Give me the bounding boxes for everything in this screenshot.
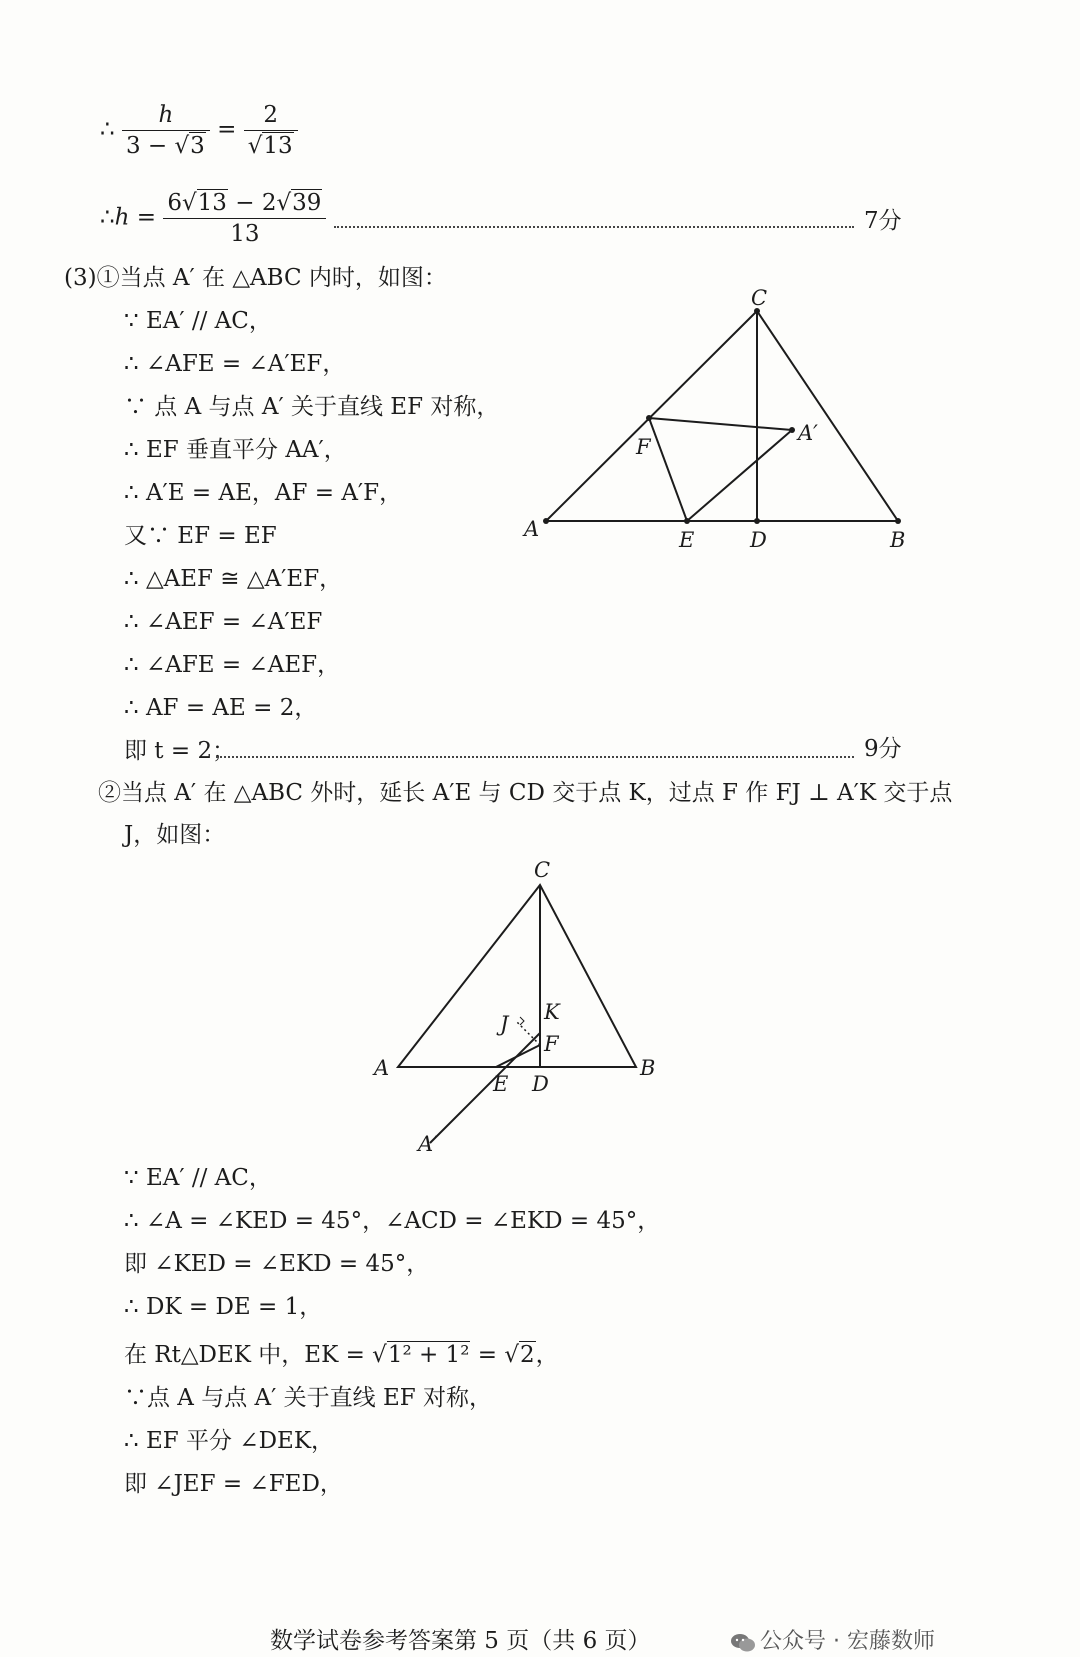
radicand: 3 (190, 133, 205, 159)
radicand: 1² + 1² (387, 1342, 470, 1368)
score-7: 7分 (864, 208, 902, 234)
page-footer: 数学试卷参考答案第 5 页（共 6 页） (270, 1628, 651, 1654)
line-24: 即 ∠JEF = ∠FED， (124, 1471, 343, 1497)
line-21-text: 在 Rt△DEK 中，EK = (124, 1342, 365, 1368)
line-12: ∴ ∠AFE = ∠AEF， (124, 652, 341, 678)
wechat-icon (730, 1633, 756, 1653)
point-e (684, 518, 690, 524)
score-9: 9分 (864, 736, 902, 762)
segment-ea1 (687, 430, 792, 521)
label-k: K (544, 1000, 560, 1024)
label-a1: A′ (418, 1132, 438, 1155)
label-b: B (890, 528, 906, 552)
equals-sign: = (477, 1342, 498, 1368)
watermark: 公众号 · 宏藤数师 (760, 1629, 935, 1654)
point-f (646, 415, 652, 421)
line-17: ∵ EA′ // AC， (124, 1165, 272, 1191)
comma: ， (535, 1342, 559, 1368)
eq-ratio (100, 100, 298, 161)
line-case1-heading: (3)①当点 A′ 在 △ABC 内时，如图： (64, 265, 447, 291)
coef: − 2 (235, 190, 277, 216)
label-d: D (750, 528, 767, 552)
label-c: C (751, 286, 768, 310)
line-5: ∴ ∠AFE = ∠A′EF， (124, 351, 346, 377)
line-11: ∴ ∠AEF = ∠A′EF (124, 609, 323, 635)
fraction-h-value: $\frac{6√13 - 2√39}{13}$ (163, 188, 326, 249)
line-23: ∴ EF 平分 ∠DEK， (124, 1428, 334, 1454)
radicand: 13 (197, 190, 227, 216)
label-f: F (636, 435, 651, 459)
equals-sign: = (136, 204, 157, 231)
triangle-abc (398, 885, 636, 1067)
segment-fj (516, 1021, 540, 1045)
radicand: 2 (519, 1342, 535, 1368)
radicand: 13 (263, 133, 293, 159)
label-e: E (493, 1072, 509, 1096)
numerator-h: h (158, 102, 174, 128)
label-a1: A′ (798, 421, 818, 445)
label-c: C (534, 858, 551, 882)
line-22: ∵点 A 与点 A′ 关于直线 EF 对称， (124, 1385, 493, 1411)
point-a (543, 518, 549, 524)
dotted-leader (216, 756, 854, 758)
segment-fe (649, 418, 687, 521)
fraction-h: $\frac{h}{3 - √3}$ (122, 100, 210, 161)
therefore-symbol: ∴ (100, 204, 115, 231)
figure-triangle-inside (518, 282, 928, 557)
denominator: 13 (230, 221, 260, 247)
label-f: F (544, 1032, 559, 1056)
label-e: E (679, 528, 695, 552)
therefore-symbol: ∴ (100, 116, 115, 143)
label-d: D (532, 1072, 549, 1096)
line-4: ∵ EA′ // AC， (124, 308, 272, 334)
line-21: 在 Rt△DEK 中，EK = √1² + 1² = √2， (124, 1342, 559, 1368)
line-8: ∴ A′E = AE，AF = A′F， (124, 480, 403, 506)
line-19: 即 ∠KED = ∠EKD = 45°， (124, 1251, 430, 1277)
figure-triangle-outside (368, 855, 678, 1155)
dotted-leader (334, 226, 854, 228)
right-angle-mark (520, 1017, 524, 1025)
line-14: 即 t = 2； (124, 738, 236, 764)
equals-sign: = (217, 116, 237, 143)
line-20: ∴ DK = DE = 1， (124, 1294, 323, 1320)
label-b: B (640, 1056, 656, 1080)
point-d (754, 518, 760, 524)
line-16: J，如图： (124, 822, 226, 848)
line-9: 又∵ EF = EF (124, 523, 277, 549)
radicand: 39 (292, 190, 322, 216)
line-7: ∴ EF 垂直平分 AA′， (124, 437, 347, 463)
segment-ef (496, 1045, 540, 1067)
numerator-2: 2 (263, 102, 278, 128)
coef: 6 (167, 190, 183, 216)
segment-fa1 (649, 418, 792, 430)
line-13: ∴ AF = AE = 2， (124, 695, 318, 721)
label-a: A (374, 1056, 390, 1080)
denominator-part: 3 − (125, 133, 168, 159)
line-6: ∵ 点 A 与点 A′ 关于直线 EF 对称， (124, 394, 500, 420)
label-a: A (524, 517, 540, 541)
point-a1 (789, 427, 795, 433)
line-18: ∴ ∠A = ∠KED = 45°，∠ACD = ∠EKD = 45°， (124, 1208, 661, 1234)
line-case2-heading: ②当点 A′ 在 △ABC 外时，延长 A′E 与 CD 交于点 K，过点 F 作 FJ ⊥ A′K 交于点 (98, 780, 953, 806)
eq-h-value (100, 188, 326, 249)
point-b (895, 518, 901, 524)
label-j: J (500, 1012, 509, 1036)
segment-a1k (430, 1033, 540, 1143)
fraction-2: $\frac{2}{√13}$ (244, 100, 298, 161)
line-10: ∴ △AEF ≅ △A′EF， (124, 566, 343, 592)
variable-h: h (114, 204, 130, 231)
